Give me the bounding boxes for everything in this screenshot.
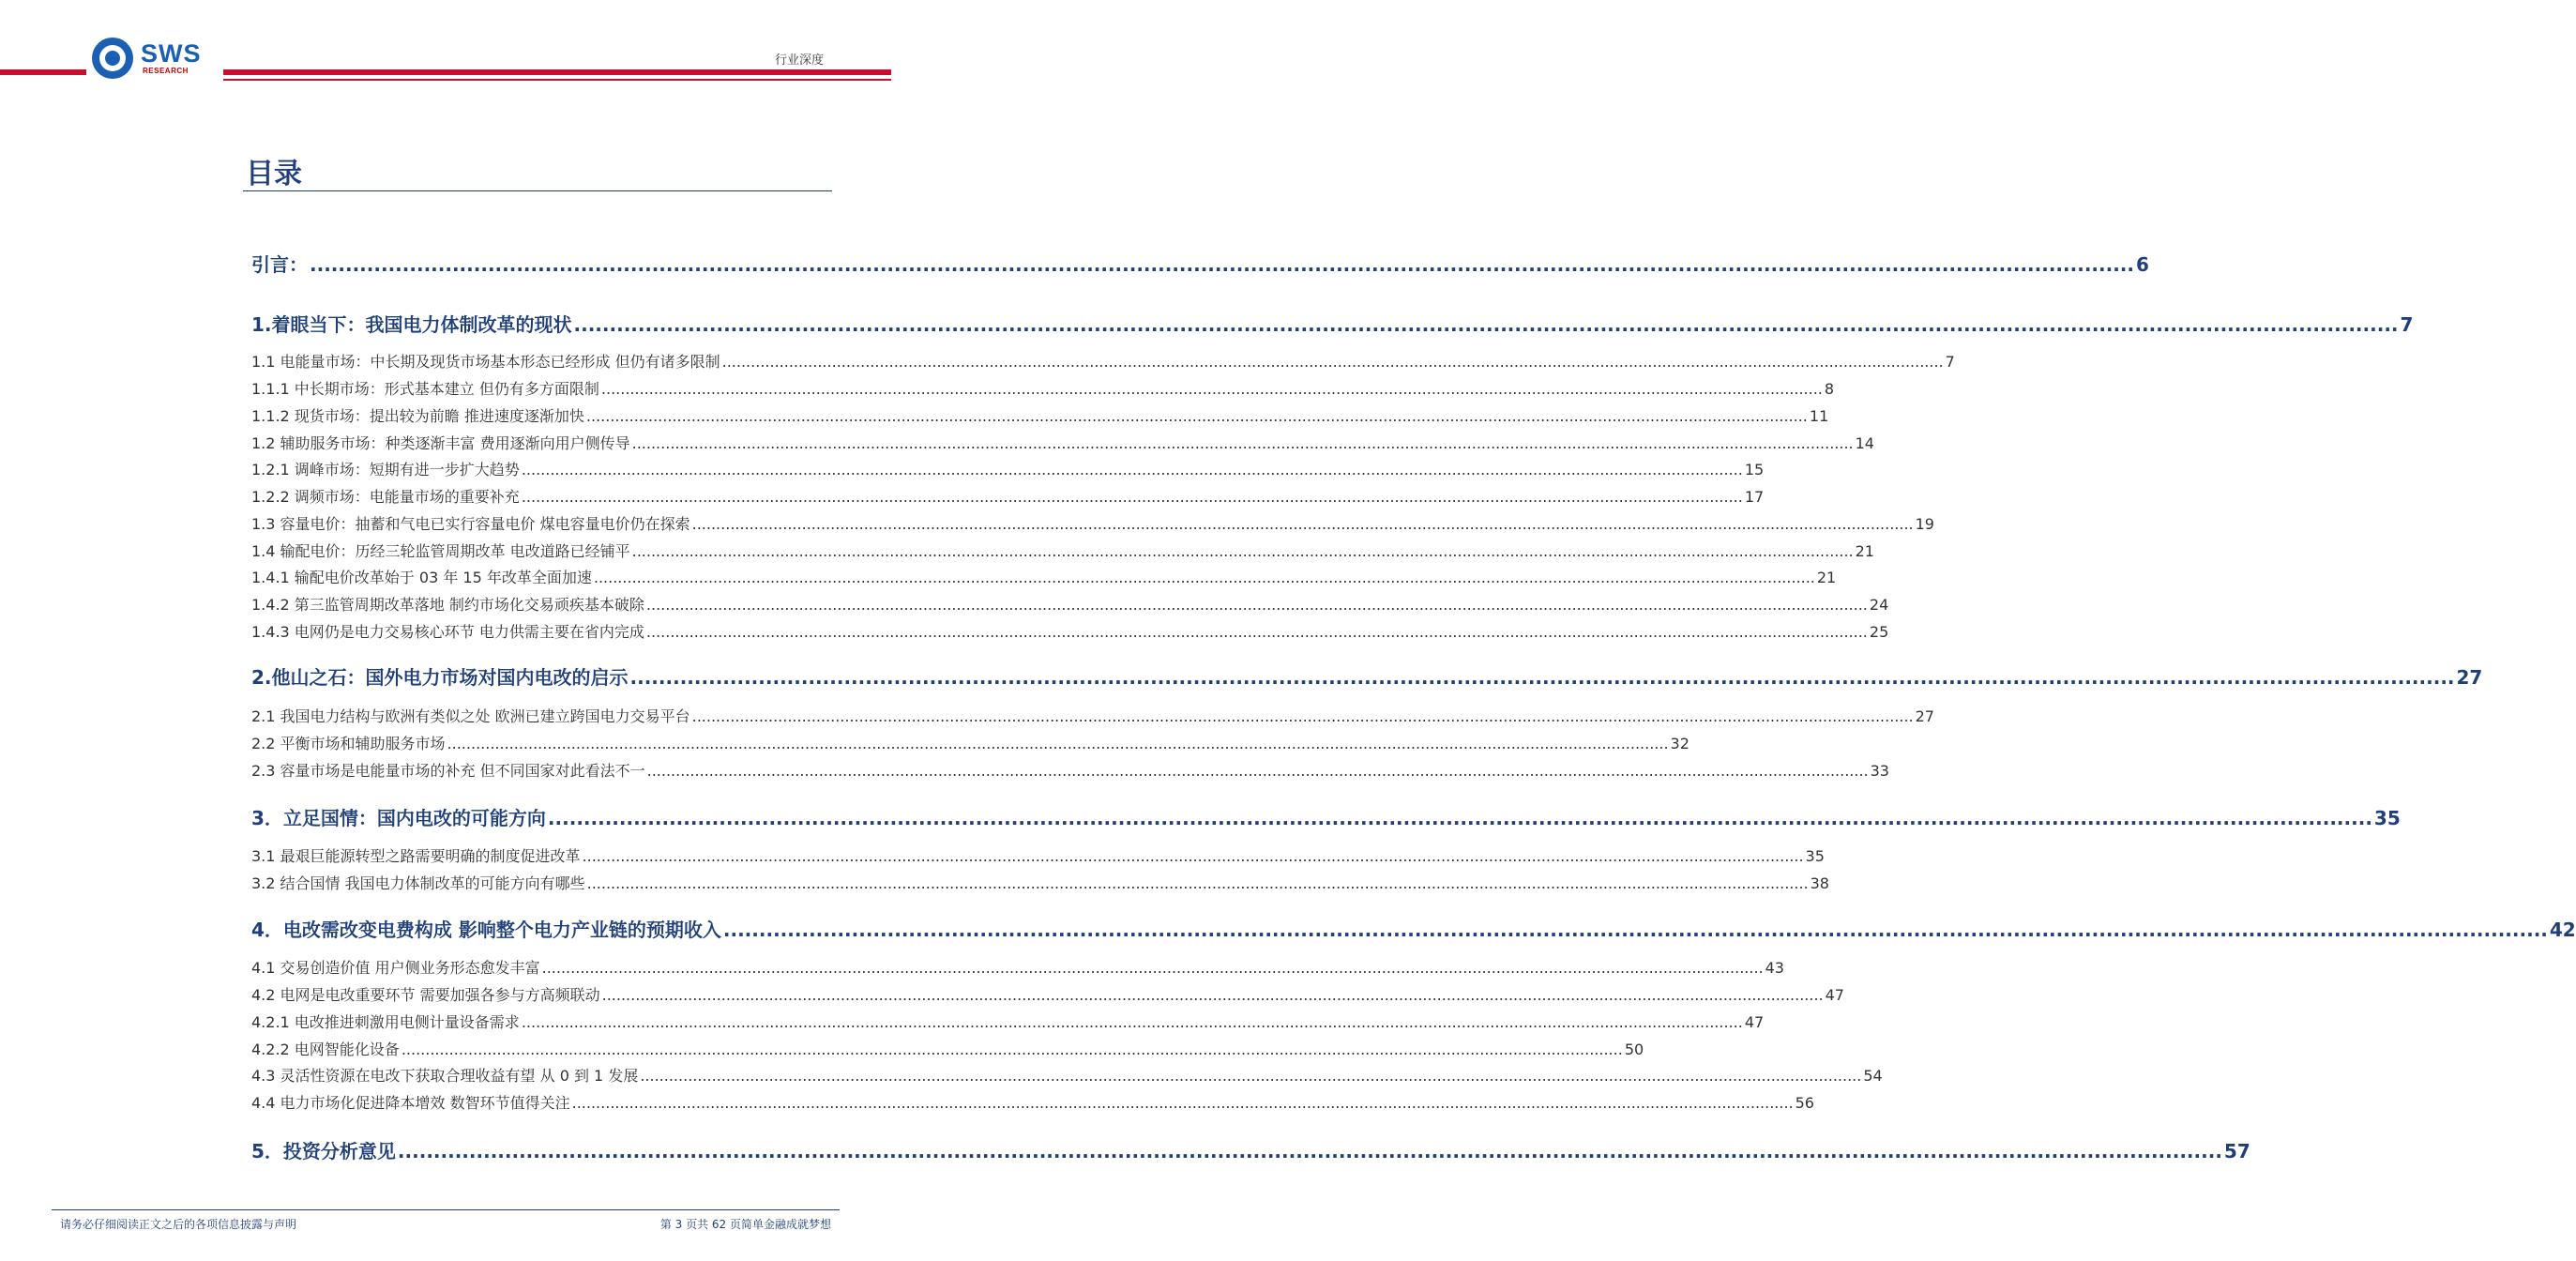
toc-entry-text: 3.1 最艰巨能源转型之路需要明确的制度促进改革 xyxy=(251,847,581,865)
toc-entry-text: 4.2.1 电改推进刺激用电侧计量设备需求 xyxy=(251,1013,520,1031)
toc-leader xyxy=(594,569,1815,586)
toc-entry-text: 3.2 结合国情 我国电力体制改革的可能方向有哪些 xyxy=(251,874,585,892)
toc-entry-page: 24 xyxy=(1869,596,1889,614)
toc-leader xyxy=(572,1094,1794,1112)
toc-leader xyxy=(723,919,2548,941)
toc-entry-page: 32 xyxy=(1670,735,1690,752)
toc-entry-page: 47 xyxy=(1744,1013,1765,1031)
toc-entry-text: 4.2 电网是电改重要环节 需要加强各参与方高频联动 xyxy=(251,986,600,1004)
toc-entry-page: 54 xyxy=(1863,1067,1883,1085)
toc-leader xyxy=(646,623,1868,641)
toc-entry[interactable] xyxy=(251,593,1889,615)
toc-entry-text: 4.3 灵活性资源在电改下获取合理收益有望 从 0 到 1 发展 xyxy=(251,1067,639,1085)
toc-entry-page: 56 xyxy=(1795,1094,1814,1112)
toc-leader xyxy=(586,407,1808,425)
toc-entry-page: 21 xyxy=(1816,569,1837,586)
toc-leader xyxy=(398,1140,2222,1162)
toc-leader xyxy=(647,762,1869,780)
header-bar-right xyxy=(223,69,891,75)
toc-entry[interactable] xyxy=(251,404,1829,426)
toc-entry-text: 2.3 容量市场是电能量市场的补充 但不同国家对此看法不一 xyxy=(251,762,645,780)
footer-disclaimer: 请务必仔细阅读正文之后的各项信息披露与声明 xyxy=(60,1218,297,1231)
toc-leader xyxy=(574,313,2399,336)
toc-entry-page: 57 xyxy=(2223,1140,2250,1162)
toc-entry[interactable] xyxy=(251,539,1874,561)
toc-entry-page: 47 xyxy=(1825,986,1844,1004)
toc-leader xyxy=(447,735,1669,752)
toc-entry-text: 1.3 容量电价：抽蓄和气电已实行容量电价 煤电容量电价仍在探索 xyxy=(251,515,690,533)
toc-entry-text: 1.1.2 现货市场：提出较为前瞻 推进速度逐渐加快 xyxy=(251,407,584,425)
toc-entry[interactable] xyxy=(251,566,1837,587)
toc-leader xyxy=(583,847,1804,865)
toc-leader xyxy=(587,874,1809,892)
toc-entry[interactable] xyxy=(251,377,1835,399)
toc-entry-text: 3．立足国情：国内电改的可能方向 xyxy=(251,807,546,829)
toc-leader xyxy=(692,515,1914,533)
toc-entry-page: 7 xyxy=(1945,353,1955,371)
toc-entry-page: 6 xyxy=(2136,253,2149,276)
logo-text: SWS xyxy=(141,39,202,68)
toc-entry-page: 27 xyxy=(1915,707,1934,725)
toc-leader xyxy=(640,1067,1861,1085)
toc-entry-text: 1.4.3 电网仍是电力交易核心环节 电力供需主要在省内完成 xyxy=(251,623,644,641)
toc-entry-text: 2.他山之石：国外电力市场对国内电改的启示 xyxy=(251,666,629,689)
toc-entry-text: 1.2.2 调频市场：电能量市场的重要补充 xyxy=(251,488,520,506)
toc-entry-page: 11 xyxy=(1809,407,1829,425)
toc-entry-text: 1.2 辅助服务市场：种类逐渐丰富 费用逐渐向用户侧传导 xyxy=(251,434,630,452)
toc-entry[interactable] xyxy=(251,620,1889,642)
toc-leader xyxy=(630,666,2455,689)
toc-entry-page: 8 xyxy=(1824,380,1835,398)
toc-leader xyxy=(542,959,1764,977)
toc-entry-text: 4．电改需改变电费构成 影响整个电力产业链的预期收入 xyxy=(251,919,721,941)
toc-leader xyxy=(632,542,1854,560)
toc-entry[interactable] xyxy=(251,956,1784,978)
toc-entry-page: 33 xyxy=(1870,762,1889,780)
toc-leader xyxy=(310,253,2134,276)
toc-entry-text: 1.1 电能量市场：中长期及现货市场基本形态已经形成 但仍有诸多限制 xyxy=(251,353,720,371)
toc-entry[interactable] xyxy=(251,250,2149,277)
toc-entry-page: 17 xyxy=(1744,488,1765,506)
toc-leader xyxy=(646,596,1868,614)
toc-leader xyxy=(601,380,1823,398)
header-thin-rule xyxy=(223,79,891,81)
toc-leader xyxy=(602,986,1824,1004)
toc-entry-text: 1.2.1 调峰市场：短期有进一步扩大趋势 xyxy=(251,461,520,479)
toc-entry-text: 1.4.2 第三监管周期改革落地 制约市场化交易顽疾基本破除 xyxy=(251,596,644,614)
toc-entry-page: 42 xyxy=(2549,919,2576,941)
toc-entry[interactable] xyxy=(251,759,1889,781)
toc-leader xyxy=(692,707,1914,725)
toc-entry[interactable] xyxy=(251,1064,1883,1086)
toc-entry-page: 35 xyxy=(2373,807,2401,829)
logo-subtext: RESEARCH xyxy=(143,67,189,75)
toc-entry-text: 2.1 我国电力结构与欧洲有类似之处 欧洲已建立跨国电力交易平台 xyxy=(251,707,690,725)
toc-title: 目录 xyxy=(246,158,302,190)
toc-entry-text: 引言： xyxy=(251,253,308,276)
toc-entry-page: 43 xyxy=(1765,959,1784,977)
toc-entry[interactable] xyxy=(251,432,1874,453)
title-divider xyxy=(243,190,832,191)
toc-entry[interactable] xyxy=(251,310,2414,337)
toc-entry-text: 4.1 交易创造价值 用户侧业务形态愈发丰富 xyxy=(251,959,540,977)
toc-entry-text: 2.2 平衡市场和辅助服务市场 xyxy=(251,735,446,752)
toc-leader xyxy=(548,807,2372,829)
toc-entry-page: 27 xyxy=(2456,666,2483,689)
toc-entry-page: 15 xyxy=(1744,461,1765,479)
toc-entry-page: 25 xyxy=(1869,623,1889,641)
toc-entry[interactable] xyxy=(251,983,1844,1005)
toc-entry[interactable] xyxy=(251,662,2483,690)
toc-leader xyxy=(632,434,1854,452)
toc-entry-page: 14 xyxy=(1855,434,1874,452)
toc-entry[interactable] xyxy=(251,458,1765,479)
sws-logo xyxy=(92,38,214,79)
doc-type-label: 行业深度 xyxy=(774,53,824,68)
toc-entry[interactable] xyxy=(251,915,2576,942)
toc-entry-text: 1.4 输配电价：历经三轮监管周期改革 电改道路已经铺平 xyxy=(251,542,630,560)
toc-entry-text: 1.4.1 输配电价改革始于 03 年 15 年改革全面加速 xyxy=(251,569,592,586)
toc-entry-page: 50 xyxy=(1624,1041,1644,1058)
toc-entry[interactable] xyxy=(251,1010,1765,1032)
footer-divider xyxy=(52,1209,840,1210)
toc-entry-page: 35 xyxy=(1805,847,1825,865)
toc-entry-text: 4.2.2 电网智能化设备 xyxy=(251,1041,400,1058)
logo-mark-icon xyxy=(92,38,133,79)
toc-entry-text: 1.1.1 中长期市场：形式基本建立 但仍有多方面限制 xyxy=(251,380,599,398)
toc-entry-text: 1.着眼当下：我国电力体制改革的现状 xyxy=(251,313,572,336)
toc-leader xyxy=(722,353,1944,371)
toc-leader xyxy=(522,488,1743,506)
toc-leader xyxy=(522,1013,1743,1031)
toc-entry[interactable] xyxy=(251,1136,2250,1163)
toc-entry-page: 19 xyxy=(1915,515,1934,533)
toc-entry[interactable] xyxy=(251,512,1934,534)
toc-entry-text: 4.4 电力市场化促进降本增效 数智环节值得关注 xyxy=(251,1094,570,1112)
toc-leader xyxy=(402,1041,1623,1058)
toc-entry[interactable] xyxy=(251,732,1690,753)
toc-entry-text: 5．投资分析意见 xyxy=(251,1140,396,1162)
toc-entry[interactable] xyxy=(251,485,1765,507)
toc-entry-page: 21 xyxy=(1855,542,1874,560)
toc-entry[interactable] xyxy=(251,705,1934,726)
toc-entry[interactable] xyxy=(251,872,1829,893)
header-bar-left xyxy=(0,69,86,75)
toc-entry[interactable] xyxy=(251,844,1825,866)
toc-entry[interactable] xyxy=(251,803,2401,830)
toc-entry-page: 38 xyxy=(1810,874,1829,892)
toc-entry[interactable] xyxy=(251,1091,1814,1113)
toc-entry-page: 7 xyxy=(2400,313,2414,336)
footer-page-info: 第 3 页共 62 页简单金融成就梦想 xyxy=(659,1218,831,1231)
toc-entry[interactable] xyxy=(251,350,1955,372)
toc-leader xyxy=(522,461,1743,479)
toc-entry[interactable] xyxy=(251,1038,1644,1059)
